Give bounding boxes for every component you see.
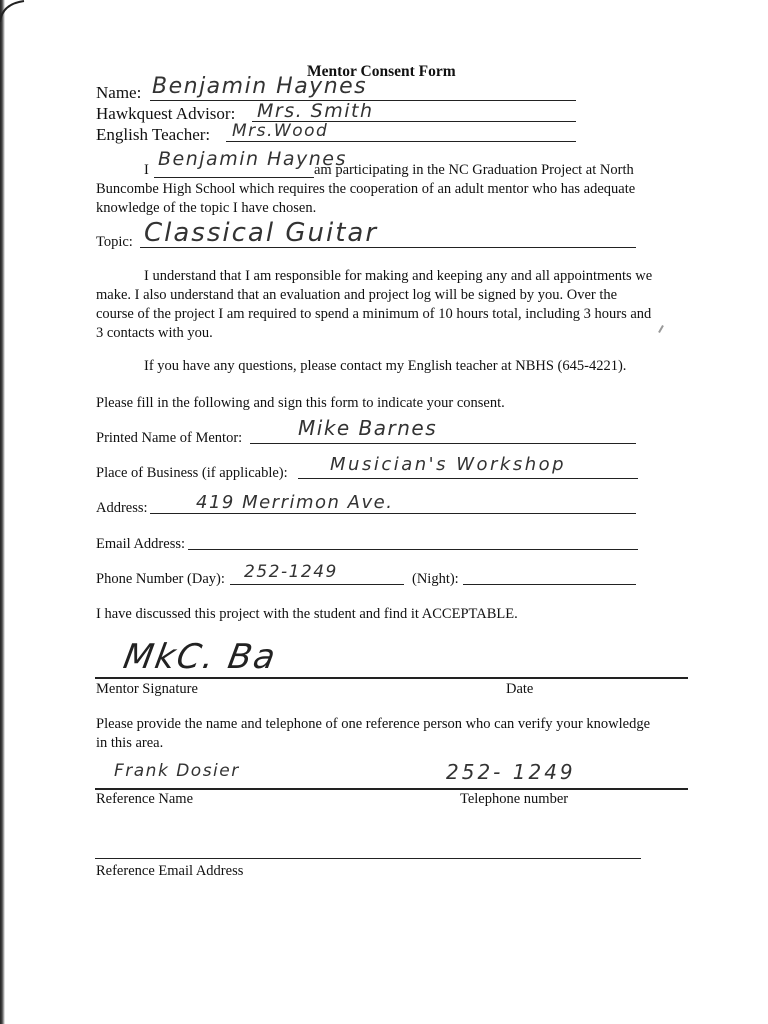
handwritten-student-name: Benjamin Haynes [152, 74, 368, 99]
mentor-name-line[interactable] [250, 443, 636, 444]
handwritten-signature: MkC. Ba [120, 637, 281, 677]
teacher-line[interactable] [226, 141, 576, 142]
intro-line-2: Buncombe High School which requires the cooperation of an adult mentor who has adequate [96, 181, 636, 197]
teacher-label: English Teacher: [96, 125, 211, 144]
signature-line[interactable] [95, 677, 688, 679]
address-line[interactable] [150, 513, 636, 514]
phone-day-label: Phone Number (Day): [96, 571, 225, 587]
phone-night-line[interactable] [463, 584, 636, 585]
business-label: Place of Business (if applicable): [96, 465, 288, 481]
handwritten-address: 419 Merrimon Ave. [196, 492, 394, 513]
phone-day-line[interactable] [230, 584, 404, 585]
handwritten-reference-name: Frank Dosier [114, 761, 240, 781]
handwritten-business: Musician's Workshop [330, 454, 567, 475]
advisor-label: Hawkquest Advisor: [96, 104, 236, 123]
acceptable-text: I have discussed this project with the student and find it ACCEPTABLE. [96, 606, 518, 622]
reference-email-line[interactable] [95, 858, 641, 859]
intro-name-line[interactable] [154, 177, 314, 178]
resp-line-4: 3 contacts with you. [96, 325, 213, 341]
reference-prompt-line-1: Please provide the name and telephone of one reference person who can verify your knowledge [96, 716, 651, 732]
intro-line-3: knowledge of the topic I have chosen. [96, 200, 317, 216]
topic-label: Topic: [96, 234, 133, 250]
handwritten-phone-day: 252-1249 [244, 562, 338, 582]
handwritten-advisor: Mrs. Smith [257, 100, 374, 122]
email-label: Email Address: [96, 536, 186, 552]
date-label: Date [506, 681, 534, 697]
resp-line-3: course of the project I am required to spend a minimum of 10 hours total, including 3 hours and [96, 306, 652, 322]
resp-line-2: make. I also understand that an evaluation and project log will be signed by you. Over the [96, 287, 618, 303]
handwritten-intro-name: Benjamin Haynes [158, 148, 347, 170]
name-label: Name: [96, 83, 142, 102]
handwritten-topic: Classical Guitar [144, 218, 379, 248]
reference-name-label: Reference Name [96, 791, 194, 807]
handwritten-teacher: Mrs.Wood [232, 121, 329, 141]
mentor-signature-label: Mentor Signature [96, 681, 198, 697]
phone-night-label: (Night): [412, 571, 459, 587]
handwritten-mentor-name: Mike Barnes [298, 416, 438, 440]
form-title: Mentor Consent Form [307, 63, 456, 80]
reference-email-label: Reference Email Address [96, 863, 244, 879]
business-line[interactable] [298, 478, 638, 479]
telephone-label: Telephone number [460, 791, 569, 807]
fill-in-text: Please fill in the following and sign this form to indicate your consent. [96, 395, 505, 411]
resp-line-1: I understand that I am responsible for making and keeping any and all appointments we [144, 268, 653, 284]
intro-line-1: am participating in the NC Graduation Project at North [314, 162, 634, 178]
scan-page-edge [0, 0, 5, 1024]
scan-speck [658, 325, 664, 333]
handwritten-reference-phone: 252- 1249 [446, 760, 576, 784]
questions-text: If you have any questions, please contact my English teacher at NBHS (645-4221). [144, 358, 627, 374]
intro-i: I [144, 162, 149, 178]
scan-corner-mark [0, 0, 26, 22]
email-line[interactable] [188, 549, 638, 550]
reference-prompt-line-2: in this area. [96, 735, 164, 751]
mentor-name-label: Printed Name of Mentor: [96, 430, 243, 446]
address-label: Address: [96, 500, 148, 516]
